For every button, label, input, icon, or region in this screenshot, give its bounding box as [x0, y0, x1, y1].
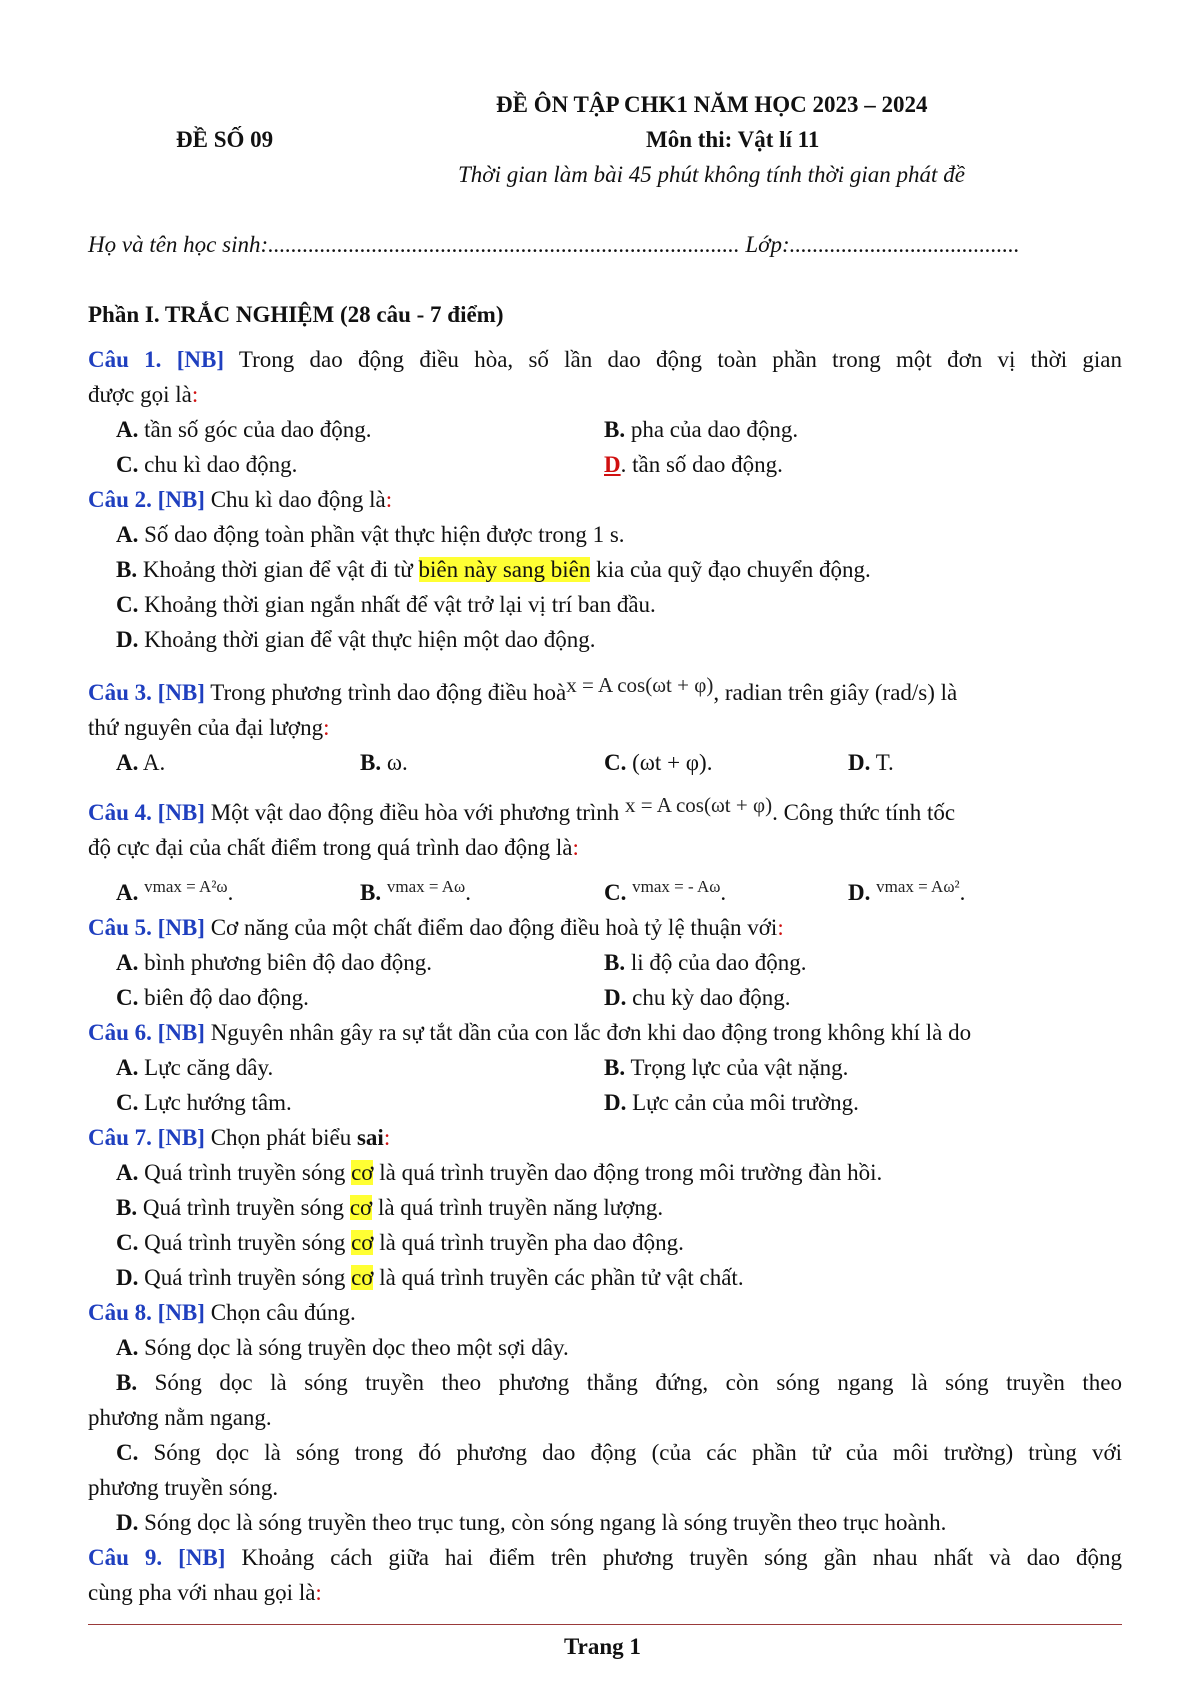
question-9	[88, 1545, 1122, 1571]
q5-option-c: C. biên độ dao động.	[116, 985, 309, 1010]
question-colon: :	[191, 382, 199, 407]
student-name-dots: ..................................................................................	[268, 232, 740, 257]
question-label: Câu 4.	[88, 800, 152, 825]
question-6	[88, 1020, 971, 1046]
question-1-cont	[88, 382, 198, 408]
q8-option-d: D. Sóng dọc là sóng truyền theo trục tung, còn sóng ngang là sóng truyền theo trục hoành.	[116, 1510, 947, 1535]
question-text: Nguyên nhân gây ra sự tắt dần của con lắc đơn khi dao động trong không khí là do	[210, 1020, 972, 1045]
question-level-tag: [NB]	[157, 680, 205, 705]
question-text: Trong phương trình dao động điều hoà	[210, 680, 567, 705]
q6-option-a: A. Lực căng dây.	[116, 1055, 274, 1080]
question-label: Câu 1.	[88, 347, 162, 372]
question-level-tag: [NB]	[157, 915, 205, 940]
question-label: Câu 8.	[88, 1300, 152, 1325]
question-label: Câu 9.	[88, 1545, 163, 1570]
q1-option-d-correct: D. tần số dao động.	[604, 452, 783, 477]
q1-option-a: A. tần số góc của dao động.	[116, 417, 372, 442]
equation-formula: x = A cos(ωt + φ)	[566, 673, 714, 697]
question-2: Câu 2. [NB] Chu kì dao động là:	[88, 487, 393, 512]
exam-title: ĐỀ ÔN TẬP CHK1 NĂM HỌC 2023 – 2024	[496, 92, 928, 117]
question-label: Câu 3.	[88, 680, 152, 705]
question-3: Câu 3. [NB] Trong phương trình dao động điều hoàx = A cos(ωt + φ), radian trên giây (rad/s) là	[88, 673, 958, 705]
question-text: Chu kì dao động là	[210, 487, 386, 512]
q2-option-c: C. Khoảng thời gian ngắn nhất để vật trở lại vị trí ban đầu.	[116, 592, 656, 617]
question-label: Câu 7.	[88, 1125, 152, 1150]
highlighted-text: cơ	[351, 1265, 374, 1290]
q4-option-b: B. $^{vmax = A\omega}$.	[360, 877, 471, 905]
question-9-cont: cùng pha với nhau gọi là:	[88, 1580, 322, 1605]
question-level-tag: [NB]	[157, 1300, 205, 1325]
q5-option-a: A. bình phương biên độ dao động.	[116, 950, 432, 975]
question-text: Chọn phát biểu	[210, 1125, 352, 1150]
exam-time-note: Thời gian làm bài 45 phút không tính thời gian phát đề	[458, 162, 965, 187]
q2-option-a: A. Số dao động toàn phần vật thực hiện được trong 1 s.	[116, 522, 625, 547]
question-text: Trong dao động điều hòa, số lần dao động toàn phần trong một đơn vị thời gian	[238, 347, 1123, 372]
question-level-tag: [NB]	[157, 1125, 205, 1150]
exam-subject: Môn thi: Vật lí 11	[646, 127, 820, 152]
question-label: Câu 5.	[88, 915, 152, 940]
question-text: Cơ năng của một chất điểm dao động điều hoà tỷ lệ thuận với	[210, 915, 778, 940]
q3-option-a: A. A.	[116, 750, 166, 775]
answer-mark: D	[604, 452, 621, 477]
q8-option-a: A. Sóng dọc là sóng truyền dọc theo một sợi dây.	[116, 1335, 569, 1360]
q4-option-d: D. $^{vmax = A\omega^2}$.	[848, 877, 966, 905]
q1-option-c: C. chu kì dao động.	[116, 452, 298, 477]
q6-option-b: B. Trọng lực của vật nặng.	[604, 1055, 849, 1080]
q5-option-d: D. chu kỳ dao động.	[604, 985, 791, 1010]
question-text: Một vật dao động điều hòa với phương trình	[210, 800, 620, 825]
q8-option-b-cont: phương nằm ngang.	[88, 1405, 272, 1430]
question-label: Câu 6.	[88, 1020, 152, 1045]
class-dots: ........................................	[789, 232, 1020, 257]
question-level-tag: [NB]	[157, 800, 205, 825]
q2-option-b: B. Khoảng thời gian để vật đi từ biên này sang biên kia của quỹ đạo chuyển động.	[116, 557, 871, 582]
question-7: Câu 7. [NB] Chọn phát biểu sai:	[88, 1125, 391, 1150]
footer-rule	[88, 1624, 1122, 1625]
question-8	[88, 1300, 356, 1326]
highlighted-text: cơ	[351, 1160, 374, 1185]
q6-option-c: C. Lực hướng tâm.	[116, 1090, 292, 1115]
question-level-tag: [NB]	[157, 1020, 205, 1045]
q4-option-c: C. $^{vmax = - A\omega}$.	[604, 877, 727, 905]
q3-option-d: D. T.	[848, 750, 894, 775]
highlighted-text: biên này sang biên	[418, 557, 591, 582]
question-level-tag: [NB]	[178, 1545, 226, 1570]
question-text: được gọi là	[88, 382, 192, 407]
q8-option-c: C. Sóng dọc là sóng trong đó phương dao động (của các phần tử của môi trường) trùng với	[116, 1440, 1123, 1465]
q7-option-c: C. Quá trình truyền sóng cơ là quá trình truyền pha dao động.	[116, 1230, 684, 1255]
question-4: Câu 4. [NB] Một vật dao động điều hòa với phương trình x = A cos(ωt + φ). Công thức tính tốc	[88, 793, 956, 825]
page-number: Trang 1	[564, 1634, 641, 1659]
question-1	[88, 347, 1122, 373]
student-name-label: Họ và tên học sinh:	[88, 232, 269, 257]
student-info-line	[88, 232, 1020, 258]
q7-option-d: D. Quá trình truyền sóng cơ là quá trình truyền các phần tử vật chất.	[116, 1265, 744, 1290]
class-label: Lớp:	[745, 232, 790, 257]
q3-option-b: B. ω.	[360, 750, 408, 775]
q1-option-b: B. pha của dao động.	[604, 417, 799, 442]
q4-option-a: A. $^{vmax = A^2\omega}$.	[116, 877, 234, 905]
q5-option-b: B. li độ của dao động.	[604, 950, 807, 975]
equation-formula: x = A cos(ωt + φ)	[625, 793, 773, 817]
highlighted-text: cơ	[349, 1195, 373, 1220]
q3-option-c: C. (ωt + φ).	[604, 750, 713, 775]
highlighted-text: cơ	[351, 1230, 374, 1255]
question-level-tag: [NB]	[157, 487, 205, 512]
question-level-tag: [NB]	[176, 347, 224, 372]
q2-option-d: D. Khoảng thời gian để vật thực hiện một dao động.	[116, 627, 596, 652]
question-text: Khoảng cách giữa hai điểm trên phương truyền sóng gần nhau nhất và dao động	[241, 1545, 1123, 1570]
question-3-cont: thứ nguyên của đại lượng:	[88, 715, 330, 740]
question-text: Chọn câu đúng.	[210, 1300, 356, 1325]
q7-option-b: B. Quá trình truyền sóng cơ là quá trình truyền năng lượng.	[116, 1195, 664, 1220]
q8-option-b: B. Sóng dọc là sóng truyền theo phương thẳng đứng, còn sóng ngang là sóng truyền theo	[116, 1370, 1123, 1395]
question-5: Câu 5. [NB] Cơ năng của một chất điểm dao động điều hoà tỷ lệ thuận với:	[88, 915, 784, 940]
section-title: Phần I. TRẮC NGHIỆM (28 câu - 7 điểm)	[88, 302, 504, 327]
exam-number: ĐỀ SỐ 09	[176, 127, 274, 152]
q6-option-d: D. Lực cản của môi trường.	[604, 1090, 859, 1115]
question-4-cont: độ cực đại của chất điểm trong quá trình dao động là:	[88, 835, 579, 860]
q8-option-c-cont: phương truyền sóng.	[88, 1475, 279, 1500]
question-label: Câu 2.	[88, 487, 152, 512]
q7-option-a: A. Quá trình truyền sóng cơ là quá trình truyền dao động trong môi trường đàn hồi.	[116, 1160, 883, 1185]
